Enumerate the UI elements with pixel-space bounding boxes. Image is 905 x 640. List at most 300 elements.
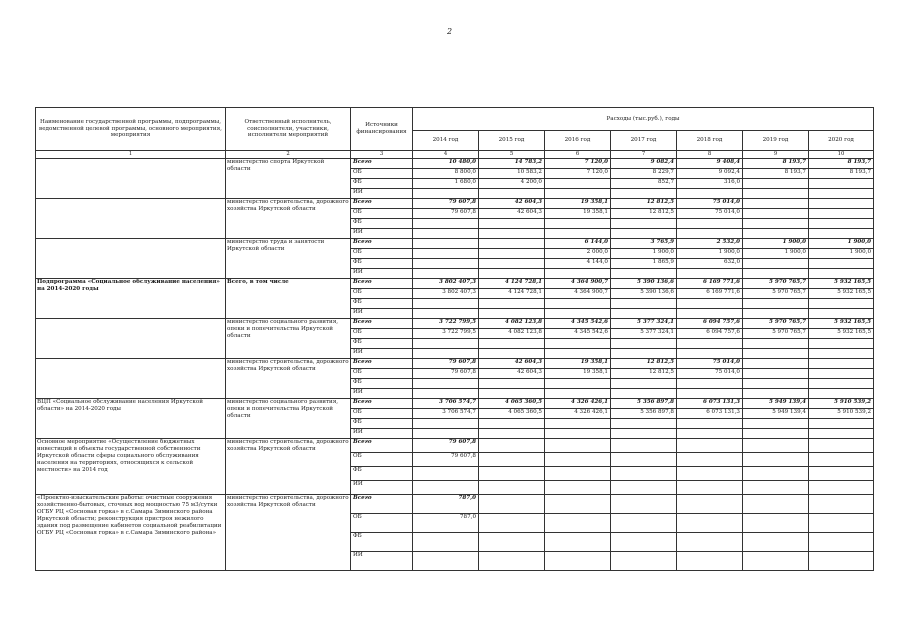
- header-year: 2020 год: [809, 131, 874, 151]
- amount-cell: [611, 419, 677, 429]
- table-row: [36, 279, 874, 289]
- amount-cell: 8 229,7: [611, 169, 677, 179]
- executor-cell: министерство труда и занятости Иркутской области: [226, 239, 351, 279]
- amount-cell: 42 604,3: [479, 359, 545, 369]
- funding-source-cell: Всего: [351, 439, 413, 453]
- amount-cell: 5 390 136,6: [611, 289, 677, 299]
- amount-cell: [479, 229, 545, 239]
- amount-cell: 75 014,0: [677, 199, 743, 209]
- header-year: 2017 год: [611, 131, 677, 151]
- amount-cell: [743, 453, 809, 467]
- amount-cell: 6 073 131,3: [677, 399, 743, 409]
- funding-source-cell: ОБ: [351, 329, 413, 339]
- expenses-table: [35, 107, 874, 571]
- funding-source-cell: Всего: [351, 199, 413, 209]
- amount-cell: 79 607,8: [413, 439, 479, 453]
- amount-cell: [809, 219, 874, 229]
- header-name: Наименование государственной программы, подпрограммы, ведомственной целевой программы, основного мероприятия, мероприятия: [36, 108, 226, 151]
- amount-cell: [479, 219, 545, 229]
- amount-cell: [545, 552, 611, 571]
- amount-cell: [743, 219, 809, 229]
- amount-cell: 6 094 757,6: [677, 329, 743, 339]
- table-row: [36, 199, 874, 209]
- amount-cell: 4 065 360,5: [479, 399, 545, 409]
- amount-cell: [677, 389, 743, 399]
- amount-cell: 4 144,0: [545, 259, 611, 269]
- column-number: 7: [611, 151, 677, 159]
- amount-cell: 9 092,4: [677, 169, 743, 179]
- amount-cell: [743, 199, 809, 209]
- amount-cell: 19 358,1: [545, 209, 611, 219]
- amount-cell: 4 065 360,5: [479, 409, 545, 419]
- amount-cell: 787,0: [413, 514, 479, 533]
- amount-cell: 4 364 900,7: [545, 289, 611, 299]
- amount-cell: [611, 229, 677, 239]
- executor-cell: министерство спорта Иркутской области: [226, 159, 351, 199]
- funding-source-cell: Всего: [351, 399, 413, 409]
- amount-cell: [479, 189, 545, 199]
- amount-cell: [677, 229, 743, 239]
- header-expenses: Расходы (тыс.руб.), годы: [413, 108, 874, 131]
- amount-cell: [743, 439, 809, 453]
- executor-cell: министерство строительства, дорожного хозяйства Иркутской области: [226, 199, 351, 239]
- amount-cell: [545, 419, 611, 429]
- amount-cell: 2 000,0: [545, 249, 611, 259]
- amount-cell: [743, 481, 809, 495]
- amount-cell: 3 765,9: [611, 239, 677, 249]
- header-executor: Ответственный исполнитель, соисполнители, участники, исполнители мероприятий: [226, 108, 351, 151]
- executor-cell: министерство строительства, дорожного хозяйства Иркутской области: [226, 359, 351, 399]
- table-row: [36, 159, 874, 169]
- funding-source-cell: Всего: [351, 239, 413, 249]
- amount-cell: [611, 552, 677, 571]
- amount-cell: [413, 239, 479, 249]
- amount-cell: 79 607,8: [413, 369, 479, 379]
- amount-cell: [413, 339, 479, 349]
- amount-cell: [809, 389, 874, 399]
- amount-cell: 9 408,4: [677, 159, 743, 169]
- amount-cell: [743, 467, 809, 481]
- amount-cell: 316,0: [677, 179, 743, 189]
- amount-cell: 79 607,8: [413, 453, 479, 467]
- funding-source-cell: ИИ: [351, 349, 413, 359]
- executor-cell: министерство строительства, дорожного хозяйства Иркутской области: [226, 495, 351, 571]
- amount-cell: [479, 467, 545, 481]
- funding-source-cell: ОБ: [351, 409, 413, 419]
- amount-cell: [611, 429, 677, 439]
- amount-cell: [413, 533, 479, 552]
- amount-cell: 5 390 136,6: [611, 279, 677, 289]
- amount-cell: [677, 533, 743, 552]
- amount-cell: [809, 453, 874, 467]
- amount-cell: [611, 189, 677, 199]
- amount-cell: [677, 467, 743, 481]
- page-number: 2: [447, 27, 453, 36]
- amount-cell: 12 812,5: [611, 359, 677, 369]
- funding-source-cell: ИИ: [351, 189, 413, 199]
- amount-cell: [611, 219, 677, 229]
- amount-cell: [743, 419, 809, 429]
- amount-cell: [611, 439, 677, 453]
- amount-cell: 79 607,8: [413, 359, 479, 369]
- amount-cell: 14 783,2: [479, 159, 545, 169]
- amount-cell: 4 124 728,1: [479, 289, 545, 299]
- amount-cell: [743, 369, 809, 379]
- funding-source-cell: ОБ: [351, 249, 413, 259]
- amount-cell: 75 014,0: [677, 369, 743, 379]
- amount-cell: [479, 439, 545, 453]
- amount-cell: 10 583,2: [479, 169, 545, 179]
- amount-cell: 10 480,0: [413, 159, 479, 169]
- amount-cell: [413, 299, 479, 309]
- amount-cell: [809, 269, 874, 279]
- amount-cell: [743, 259, 809, 269]
- amount-cell: [809, 467, 874, 481]
- amount-cell: [677, 495, 743, 514]
- header-year: 2016 год: [545, 131, 611, 151]
- amount-cell: [479, 339, 545, 349]
- amount-cell: [545, 219, 611, 229]
- amount-cell: 3 706 574,7: [413, 409, 479, 419]
- table-row: [36, 319, 874, 329]
- amount-cell: [479, 389, 545, 399]
- amount-cell: 1 865,9: [611, 259, 677, 269]
- amount-cell: [809, 552, 874, 571]
- amount-cell: 4 345 542,6: [545, 319, 611, 329]
- amount-cell: [809, 419, 874, 429]
- amount-cell: [611, 533, 677, 552]
- amount-cell: [809, 309, 874, 319]
- amount-cell: [413, 219, 479, 229]
- amount-cell: 4 124 728,1: [479, 279, 545, 289]
- amount-cell: [677, 189, 743, 199]
- amount-cell: 12 812,5: [611, 199, 677, 209]
- executor-cell: Всего, в том числе: [226, 279, 351, 319]
- amount-cell: 5 910 539,2: [809, 409, 874, 419]
- amount-cell: 5 932 165,5: [809, 289, 874, 299]
- funding-source-cell: ИИ: [351, 269, 413, 279]
- amount-cell: [545, 495, 611, 514]
- amount-cell: [413, 419, 479, 429]
- amount-cell: [809, 514, 874, 533]
- amount-cell: 5 356 897,8: [611, 399, 677, 409]
- amount-cell: [809, 349, 874, 359]
- amount-cell: [611, 481, 677, 495]
- amount-cell: [677, 269, 743, 279]
- column-number: 4: [413, 151, 479, 159]
- program-name-cell: ВЦП «Социальное обслуживание населения Иркутской области» на 2014-2020 годы: [36, 399, 226, 439]
- amount-cell: [479, 239, 545, 249]
- amount-cell: [809, 429, 874, 439]
- amount-cell: [677, 219, 743, 229]
- amount-cell: 8 193,7: [809, 159, 874, 169]
- amount-cell: [809, 189, 874, 199]
- amount-cell: 8 800,0: [413, 169, 479, 179]
- funding-source-cell: ОБ: [351, 453, 413, 467]
- amount-cell: [743, 552, 809, 571]
- amount-cell: 3 802 407,3: [413, 289, 479, 299]
- amount-cell: 4 200,0: [479, 179, 545, 189]
- column-number: 5: [479, 151, 545, 159]
- table-body: [36, 159, 874, 571]
- amount-cell: [413, 349, 479, 359]
- amount-cell: 4 326 426,1: [545, 409, 611, 419]
- funding-source-cell: Всего: [351, 495, 413, 514]
- amount-cell: [743, 429, 809, 439]
- amount-cell: 5 377 324,1: [611, 329, 677, 339]
- amount-cell: [479, 349, 545, 359]
- amount-cell: 1 680,0: [413, 179, 479, 189]
- amount-cell: [479, 259, 545, 269]
- program-name-cell: [36, 199, 226, 239]
- funding-source-cell: ИИ: [351, 481, 413, 495]
- amount-cell: [809, 259, 874, 269]
- funding-source-cell: ОБ: [351, 514, 413, 533]
- amount-cell: 5 910 539,2: [809, 399, 874, 409]
- amount-cell: 6 169 771,6: [677, 279, 743, 289]
- amount-cell: [545, 514, 611, 533]
- funding-source-cell: ФБ: [351, 259, 413, 269]
- amount-cell: [479, 249, 545, 259]
- amount-cell: 5 356 897,8: [611, 409, 677, 419]
- amount-cell: [611, 299, 677, 309]
- amount-cell: [479, 552, 545, 571]
- funding-source-cell: Всего: [351, 319, 413, 329]
- amount-cell: 5 377 324,1: [611, 319, 677, 329]
- amount-cell: 75 014,0: [677, 359, 743, 369]
- column-number: 3: [351, 151, 413, 159]
- column-number: 6: [545, 151, 611, 159]
- amount-cell: 5 949 139,4: [743, 409, 809, 419]
- executor-cell: министерство социального развития, опеки и попечительства Иркутской области: [226, 319, 351, 359]
- funding-source-cell: ИИ: [351, 229, 413, 239]
- amount-cell: 6 169 771,6: [677, 289, 743, 299]
- funding-source-cell: ОБ: [351, 209, 413, 219]
- amount-cell: [743, 339, 809, 349]
- amount-cell: [611, 309, 677, 319]
- amount-cell: [677, 439, 743, 453]
- amount-cell: 1 900,0: [809, 239, 874, 249]
- amount-cell: [413, 249, 479, 259]
- amount-cell: [611, 269, 677, 279]
- amount-cell: 1 900,0: [677, 249, 743, 259]
- funding-source-cell: ИИ: [351, 309, 413, 319]
- header-year: 2018 год: [677, 131, 743, 151]
- amount-cell: [413, 259, 479, 269]
- amount-cell: [479, 514, 545, 533]
- amount-cell: [479, 533, 545, 552]
- amount-cell: 3 706 574,7: [413, 399, 479, 409]
- amount-cell: [545, 269, 611, 279]
- amount-cell: [545, 229, 611, 239]
- amount-cell: [677, 429, 743, 439]
- funding-source-cell: ИИ: [351, 389, 413, 399]
- amount-cell: 9 082,4: [611, 159, 677, 169]
- amount-cell: 8 193,7: [809, 169, 874, 179]
- table-row: [36, 439, 874, 453]
- amount-cell: 3 722 799,5: [413, 319, 479, 329]
- amount-cell: 8 193,7: [743, 159, 809, 169]
- column-number: 1: [36, 151, 226, 159]
- funding-source-cell: ФБ: [351, 419, 413, 429]
- amount-cell: [413, 481, 479, 495]
- funding-source-cell: Всего: [351, 359, 413, 369]
- amount-cell: [545, 339, 611, 349]
- amount-cell: [545, 309, 611, 319]
- amount-cell: 5 970 765,7: [743, 329, 809, 339]
- amount-cell: 5 970 765,7: [743, 319, 809, 329]
- amount-cell: 852,7: [611, 179, 677, 189]
- amount-cell: [743, 229, 809, 239]
- header-source: Источники финансирования: [351, 108, 413, 151]
- amount-cell: [413, 229, 479, 239]
- amount-cell: 5 932 165,5: [809, 319, 874, 329]
- amount-cell: 7 120,0: [545, 169, 611, 179]
- program-name-cell: [36, 239, 226, 279]
- amount-cell: [545, 179, 611, 189]
- amount-cell: [809, 481, 874, 495]
- amount-cell: 787,0: [413, 495, 479, 514]
- amount-cell: [809, 229, 874, 239]
- amount-cell: [545, 453, 611, 467]
- amount-cell: [677, 379, 743, 389]
- program-name-cell: Подпрограмма «Социальное обслуживание населения» на 2014-2020 годы: [36, 279, 226, 319]
- amount-cell: [479, 309, 545, 319]
- amount-cell: 1 900,0: [743, 249, 809, 259]
- table-row: [36, 495, 874, 514]
- amount-cell: [809, 209, 874, 219]
- amount-cell: 19 358,1: [545, 369, 611, 379]
- funding-source-cell: Всего: [351, 159, 413, 169]
- program-name-cell: Основное мероприятие «Осуществление бюджетных инвестиций в объекты государственной собственности Иркутской области сферы социального обслуживания населения на территориях, относящихся к сельской местности» на 2014 год: [36, 439, 226, 495]
- amount-cell: [611, 389, 677, 399]
- header-year: 2019 год: [743, 131, 809, 151]
- amount-cell: 1 900,0: [809, 249, 874, 259]
- amount-cell: [743, 189, 809, 199]
- amount-cell: [545, 481, 611, 495]
- table-row: [36, 359, 874, 369]
- amount-cell: [743, 533, 809, 552]
- executor-cell: министерство социального развития, опеки и попечительства Иркутской области: [226, 399, 351, 439]
- funding-source-cell: ФБ: [351, 379, 413, 389]
- amount-cell: [677, 514, 743, 533]
- amount-cell: [545, 467, 611, 481]
- column-number: 9: [743, 151, 809, 159]
- table-row: [36, 399, 874, 409]
- amount-cell: 42 604,3: [479, 369, 545, 379]
- amount-cell: 4 364 900,7: [545, 279, 611, 289]
- amount-cell: 5 970 765,7: [743, 279, 809, 289]
- program-name-cell: [36, 319, 226, 359]
- amount-cell: 12 812,5: [611, 369, 677, 379]
- funding-source-cell: ИИ: [351, 552, 413, 571]
- amount-cell: [809, 339, 874, 349]
- amount-cell: 4 082 123,8: [479, 319, 545, 329]
- amount-cell: [743, 209, 809, 219]
- amount-cell: 4 082 123,8: [479, 329, 545, 339]
- amount-cell: [677, 349, 743, 359]
- amount-cell: [677, 299, 743, 309]
- amount-cell: [809, 379, 874, 389]
- program-name-cell: [36, 159, 226, 199]
- program-name-cell: [36, 359, 226, 399]
- amount-cell: [479, 453, 545, 467]
- amount-cell: [743, 514, 809, 533]
- amount-cell: 4 345 542,6: [545, 329, 611, 339]
- amount-cell: [413, 467, 479, 481]
- funding-source-cell: ФБ: [351, 533, 413, 552]
- amount-cell: [809, 439, 874, 453]
- column-number: 2: [226, 151, 351, 159]
- amount-cell: 6 094 757,6: [677, 319, 743, 329]
- amount-cell: [809, 359, 874, 369]
- amount-cell: 5 932 165,5: [809, 329, 874, 339]
- amount-cell: [545, 439, 611, 453]
- amount-cell: [545, 349, 611, 359]
- amount-cell: [677, 481, 743, 495]
- amount-cell: 7 120,0: [545, 159, 611, 169]
- amount-cell: [743, 349, 809, 359]
- amount-cell: [545, 379, 611, 389]
- amount-cell: [413, 389, 479, 399]
- amount-cell: [743, 299, 809, 309]
- amount-cell: [611, 495, 677, 514]
- amount-cell: [413, 269, 479, 279]
- amount-cell: [479, 379, 545, 389]
- amount-cell: [611, 514, 677, 533]
- funding-source-cell: ФБ: [351, 219, 413, 229]
- amount-cell: 4 326 426,1: [545, 399, 611, 409]
- amount-cell: [743, 359, 809, 369]
- amount-cell: [545, 429, 611, 439]
- amount-cell: [743, 269, 809, 279]
- amount-cell: 632,0: [677, 259, 743, 269]
- amount-cell: 3 722 799,5: [413, 329, 479, 339]
- amount-cell: 19 358,1: [545, 199, 611, 209]
- amount-cell: 6 144,0: [545, 239, 611, 249]
- amount-cell: [413, 379, 479, 389]
- funding-source-cell: ОБ: [351, 369, 413, 379]
- amount-cell: [545, 533, 611, 552]
- amount-cell: [479, 429, 545, 439]
- amount-cell: [677, 309, 743, 319]
- program-name-cell: «Проектно-изыскательские работы: очистные сооружения хозяйственно-бытовых, сточных вод мощностью 75 м3/сутки ОГБУ РЦ «Сосновая горка» в с.Самара Зиминского района Иркутской области; реконструкция пристроя нежилого здания под размещение кабинетов социальной реабилитации ОГБУ РЦ «Сосновая горка» в с.Самара Зиминского района»: [36, 495, 226, 571]
- amount-cell: 5 932 165,5: [809, 279, 874, 289]
- column-number: 8: [677, 151, 743, 159]
- amount-cell: [677, 419, 743, 429]
- amount-cell: [479, 419, 545, 429]
- amount-cell: 5 949 139,4: [743, 399, 809, 409]
- amount-cell: [677, 339, 743, 349]
- amount-cell: 79 607,8: [413, 199, 479, 209]
- amount-cell: 3 802 407,3: [413, 279, 479, 289]
- amount-cell: 1 900,0: [743, 239, 809, 249]
- amount-cell: 75 014,0: [677, 209, 743, 219]
- amount-cell: 1 900,0: [611, 249, 677, 259]
- amount-cell: 2 532,0: [677, 239, 743, 249]
- funding-source-cell: ФБ: [351, 339, 413, 349]
- executor-cell: министерство строительства, дорожного хозяйства Иркутской области: [226, 439, 351, 495]
- funding-source-cell: ФБ: [351, 467, 413, 481]
- amount-cell: 6 073 131,3: [677, 409, 743, 419]
- amount-cell: 42 604,3: [479, 209, 545, 219]
- amount-cell: [479, 269, 545, 279]
- amount-cell: [479, 495, 545, 514]
- table-row: [36, 239, 874, 249]
- amount-cell: [611, 339, 677, 349]
- amount-cell: [809, 369, 874, 379]
- amount-cell: [611, 349, 677, 359]
